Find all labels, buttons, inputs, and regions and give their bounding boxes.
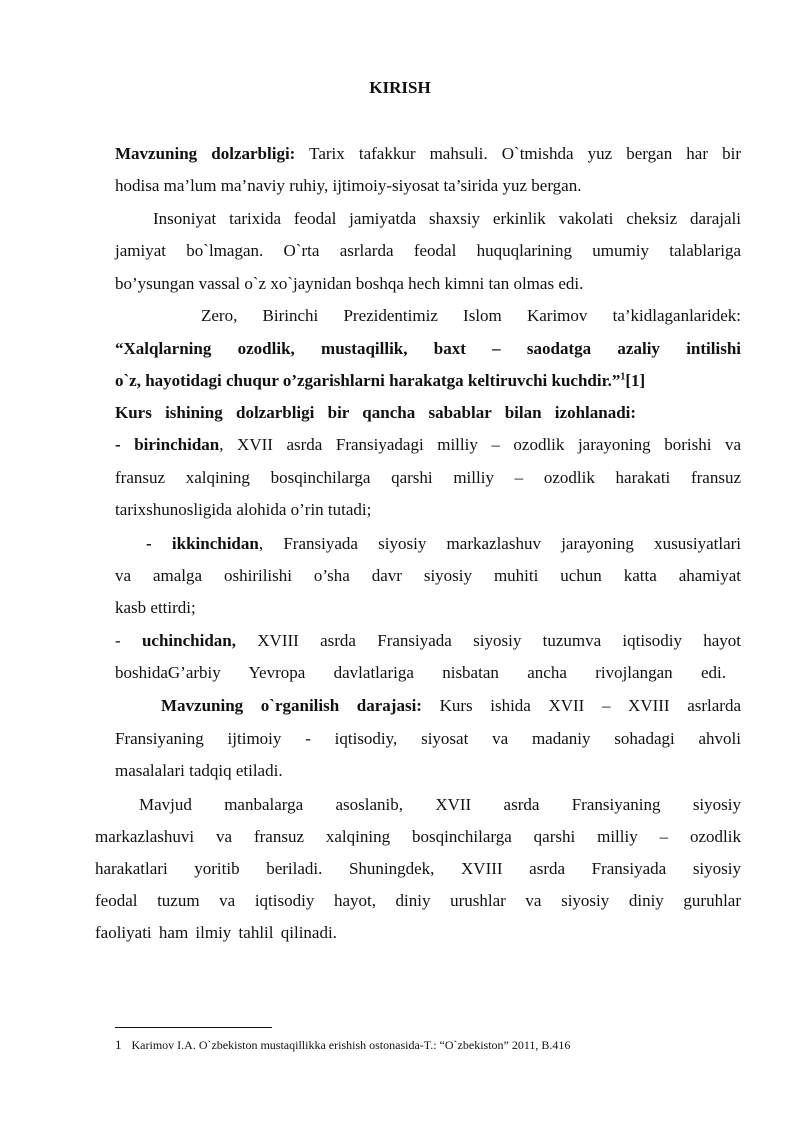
paragraph-5-line-3: masalalari tadqiq etiladi.: [115, 761, 283, 780]
item-label-second: - ikkinchidan: [146, 534, 259, 553]
footnote-divider: [115, 1027, 272, 1028]
section-label-study-level: Mavzuning o`rganilish darajasi:: [161, 696, 422, 715]
quote-line-1: “Xalqlarning ozodlik, mustaqillik, baxt – saodatga azaliy intilishi: [115, 339, 741, 358]
item-text: , Fransiyada siyosiy markazlashuv jarayoning xususiyatlari: [258, 534, 742, 553]
footnote-number: 1: [115, 1037, 122, 1052]
paragraph-1-line-1: [115, 143, 741, 165]
item-label-first: - birinchidan: [115, 435, 220, 454]
paragraph-5-line-2: Fransiyaning ijtimoiy - iqtisodiy, siyosat va madaniy sohadagi ahvoli: [115, 729, 741, 748]
paragraph-6-line-4: feodal tuzum va iqtisodiy hayot, diniy urushlar va siyosiy diniy guruhlar: [95, 891, 741, 910]
item-1-line-3: tarixshunosligida alohida o’rin tutadi;: [115, 500, 372, 519]
item-1-line-1: [115, 434, 741, 456]
paragraph-6-line-2: markazlashuvi va fransuz xalqining bosqinchilarga qarshi milliy – ozodlik: [95, 827, 741, 846]
item-3-line-1: [115, 630, 741, 652]
item-label-third: uchinchidan,: [141, 631, 236, 650]
paragraph-6-line-5: faoliyati ham ilmiy tahlil qilinadi.: [95, 923, 337, 942]
paragraph-1-line-2: hodisa ma’lum ma’naviy ruhiy, ijtimoiy-siyosat ta’sirida yuz bergan.: [115, 176, 582, 195]
item-text: , XVII asrda Fransiyadagi milliy – ozodlik jarayoning borishi va: [219, 435, 741, 454]
quote-line-2: [115, 370, 645, 392]
footnote: [115, 1037, 570, 1053]
item-1-line-2: fransuz xalqining bosqinchilarga qarshi milliy – ozodlik harakati fransuz: [115, 468, 741, 487]
section-label-relevance: Mavzuning dolzarbligi:: [115, 144, 296, 163]
item-3-line-2: boshidaG’arbiy Yevropa davlatlariga nisbatan ancha rivojlangan edi.: [115, 663, 726, 682]
paragraph-text: Tarix tafakkur mahsuli. O`tmishda yuz bergan har bir: [309, 144, 741, 163]
section-heading-reasons: Kurs ishining dolzarbligi bir qancha sabablar bilan izohlanadi:: [115, 403, 637, 422]
paragraph-6-line-3: harakatlari yoritib beriladi. Shuningdek, XVIII asrda Fransiyada siyosiy: [95, 859, 741, 878]
item-2-line-2: va amalga oshirilishi o’sha davr siyosiy muhiti uchun katta ahamiyat: [115, 566, 741, 585]
paragraph-3-line-1: Zero, Birinchi Prezidentimiz Islom Karimov ta’kidlaganlaridek:: [201, 306, 741, 325]
footnote-reference[interactable]: 1: [620, 371, 626, 383]
footnote-text: Karimov I.A. O`zbekiston mustaqillikka erishish ostonasida-T.: “O`zbekiston” 2011, B.416: [131, 1038, 571, 1052]
item-text: XVIII asrda Fransiyada siyosiy tuzumva iqtisodiy hayot: [257, 631, 742, 650]
quote-text: o`z, hayotidagi chuqur o’zgarishlarni harakatga keltiruvchi kuchdir.”: [115, 371, 621, 390]
item-2-line-3: kasb ettirdi;: [115, 598, 196, 617]
paragraph-2-line-1: Insoniyat tarixida feodal jamiyatda shaxsiy erkinlik vakolati cheksiz darajali: [153, 209, 741, 228]
page-title: KIRISH: [369, 78, 431, 97]
paragraph-5-line-1: [161, 695, 741, 717]
citation: [1]: [625, 371, 646, 390]
item-dash: -: [115, 631, 121, 650]
paragraph-2-line-2: jamiyat bo`lmagan. O`rta asrlarda feodal huquqlarining umumiy talablariga: [115, 241, 741, 260]
paragraph-text: Kurs ishida XVII – XVIII asrlarda: [439, 696, 741, 715]
paragraph-6-line-1: Mavjud manbalarga asoslanib, XVII asrda Fransiyaning siyosiy: [139, 795, 741, 814]
item-2-line-1: [146, 533, 741, 555]
paragraph-2-line-3: bo’ysungan vassal o`z xo`jaynidan boshqa hech kimni tan olmas edi.: [115, 274, 584, 293]
